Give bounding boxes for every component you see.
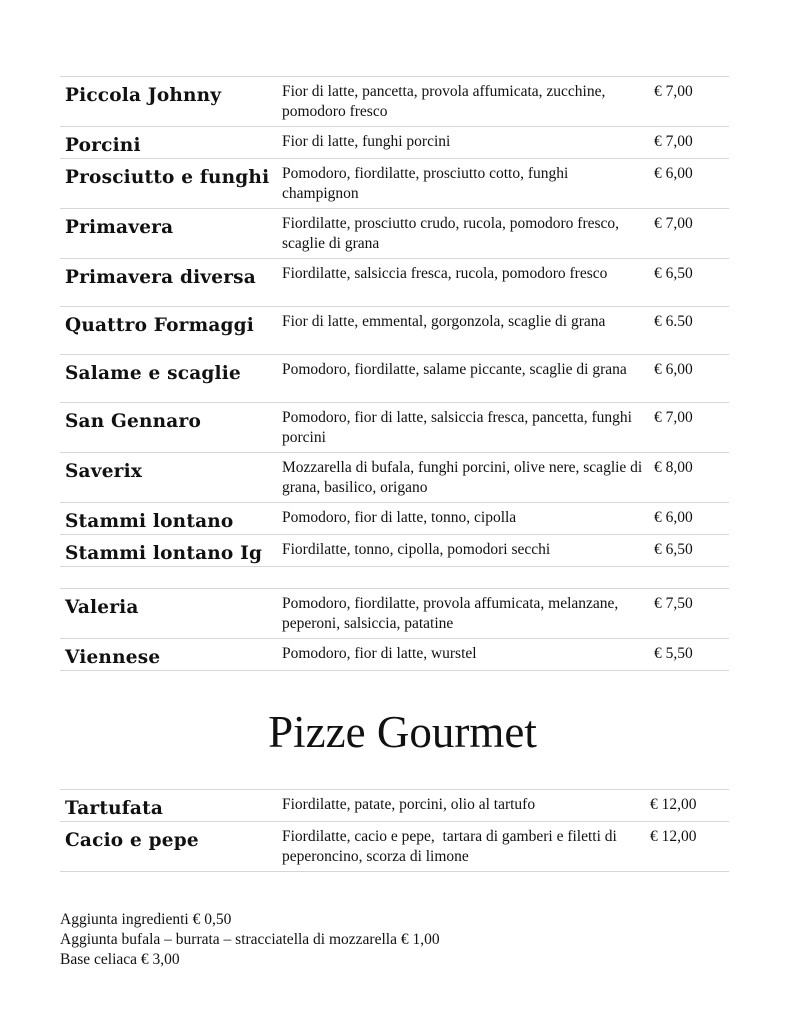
pizza-name: Prosciutto e funghi <box>65 167 270 188</box>
menu-row <box>60 355 729 403</box>
pizza-description: Pomodoro, fiordilatte, salame piccante, scaglie di grana <box>282 361 627 378</box>
pizza-price: € 8,00 <box>654 459 693 476</box>
menu-row <box>60 589 729 639</box>
pizza-price: € 5,50 <box>654 645 693 662</box>
pizza-description: Fiordilatte, salsiccia fresca, rucola, pomodoro fresco <box>282 265 608 282</box>
menu-row <box>60 159 729 209</box>
pizza-description: Fior di latte, emmental, gorgonzola, scaglie di grana <box>282 313 606 330</box>
pizza-price: € 6,50 <box>654 541 693 558</box>
menu-table-1 <box>60 76 729 567</box>
pizza-name: Tartufata <box>65 798 164 819</box>
note-extra-ingredients: Aggiunta ingredienti € 0,50 <box>60 911 232 928</box>
menu-row <box>60 535 729 567</box>
pizza-description: Pomodoro, fior di latte, wurstel <box>282 645 477 662</box>
pizza-name: Cacio e pepe <box>65 830 199 851</box>
pizza-name: Primavera <box>65 217 174 238</box>
pizza-price: € 6,00 <box>654 509 693 526</box>
pizza-price: € 7,00 <box>654 83 693 100</box>
pizza-price: € 7,00 <box>654 409 693 426</box>
pizza-price: € 7,00 <box>654 215 693 232</box>
pizza-name: San Gennaro <box>65 411 201 432</box>
pizza-name: Stammi lontano <box>65 511 234 532</box>
menu-table-2 <box>60 588 729 671</box>
menu-row <box>60 403 729 453</box>
notes <box>60 910 440 970</box>
pizza-description: Pomodoro, fiordilatte, provola affumicata, melanzane, peperoni, salsiccia, patatine <box>282 595 619 632</box>
menu-row <box>60 209 729 259</box>
pizza-description: Fior di latte, pancetta, provola affumicata, zucchine, pomodoro fresco <box>282 83 606 120</box>
pizza-price: € 6.50 <box>654 313 693 330</box>
pizza-description: Pomodoro, fior di latte, salsiccia fresca, pancetta, funghi porcini <box>282 409 632 446</box>
pizza-name: Quattro Formaggi <box>65 315 255 336</box>
pizza-description: Mozzarella di bufala, funghi porcini, olive nere, scaglie di grana, basilico, origano <box>282 459 643 496</box>
menu-row <box>60 503 729 535</box>
pizza-description: Fior di latte, funghi porcini <box>282 133 451 150</box>
pizza-name: Valeria <box>65 597 139 618</box>
pizza-name: Primavera diversa <box>65 267 256 288</box>
pizza-name: Porcini <box>65 135 141 156</box>
pizza-price: € 12,00 <box>650 828 697 845</box>
pizza-price: € 7,00 <box>654 133 693 150</box>
menu-row <box>60 790 729 822</box>
note-gluten-free-base: Base celiaca € 3,00 <box>60 951 180 968</box>
pizza-name: Salame e scaglie <box>65 363 241 384</box>
menu-row <box>60 453 729 503</box>
menu-row <box>60 822 729 872</box>
menu-row <box>60 307 729 355</box>
pizza-description: Fiordilatte, cacio e pepe, tartara di gamberi e filetti di peperoncino, scorza di limone <box>282 828 621 865</box>
menu-row <box>60 77 729 127</box>
pizza-name: Piccola Johnny <box>65 85 222 106</box>
pizza-name: Stammi lontano Ig <box>65 543 263 564</box>
menu-row <box>60 127 729 159</box>
section-title-gourmet: Pizze Gourmet <box>268 707 537 757</box>
pizza-price: € 7,50 <box>654 595 693 612</box>
menu-row <box>60 639 729 671</box>
pizza-description: Pomodoro, fiordilatte, prosciutto cotto, funghi champignon <box>282 165 569 202</box>
pizza-description: Fiordilatte, tonno, cipolla, pomodori secchi <box>282 541 551 558</box>
pizza-name: Viennese <box>65 647 161 668</box>
pizza-price: € 6,00 <box>654 165 693 182</box>
pizza-description: Fiordilatte, prosciutto crudo, rucola, pomodoro fresco, scaglie di grana <box>282 215 620 252</box>
gourmet-table <box>60 789 729 872</box>
pizza-description: Fiordilatte, patate, porcini, olio al tartufo <box>282 796 536 813</box>
note-extra-bufala: Aggiunta bufala – burrata – stracciatella di mozzarella € 1,00 <box>60 931 440 948</box>
menu-row <box>60 259 729 307</box>
pizza-price: € 6,50 <box>654 265 693 282</box>
pizza-price: € 12,00 <box>650 796 697 813</box>
pizza-name: Saverix <box>65 461 143 482</box>
pizza-description: Pomodoro, fior di latte, tonno, cipolla <box>282 509 517 526</box>
pizza-price: € 6,00 <box>654 361 693 378</box>
